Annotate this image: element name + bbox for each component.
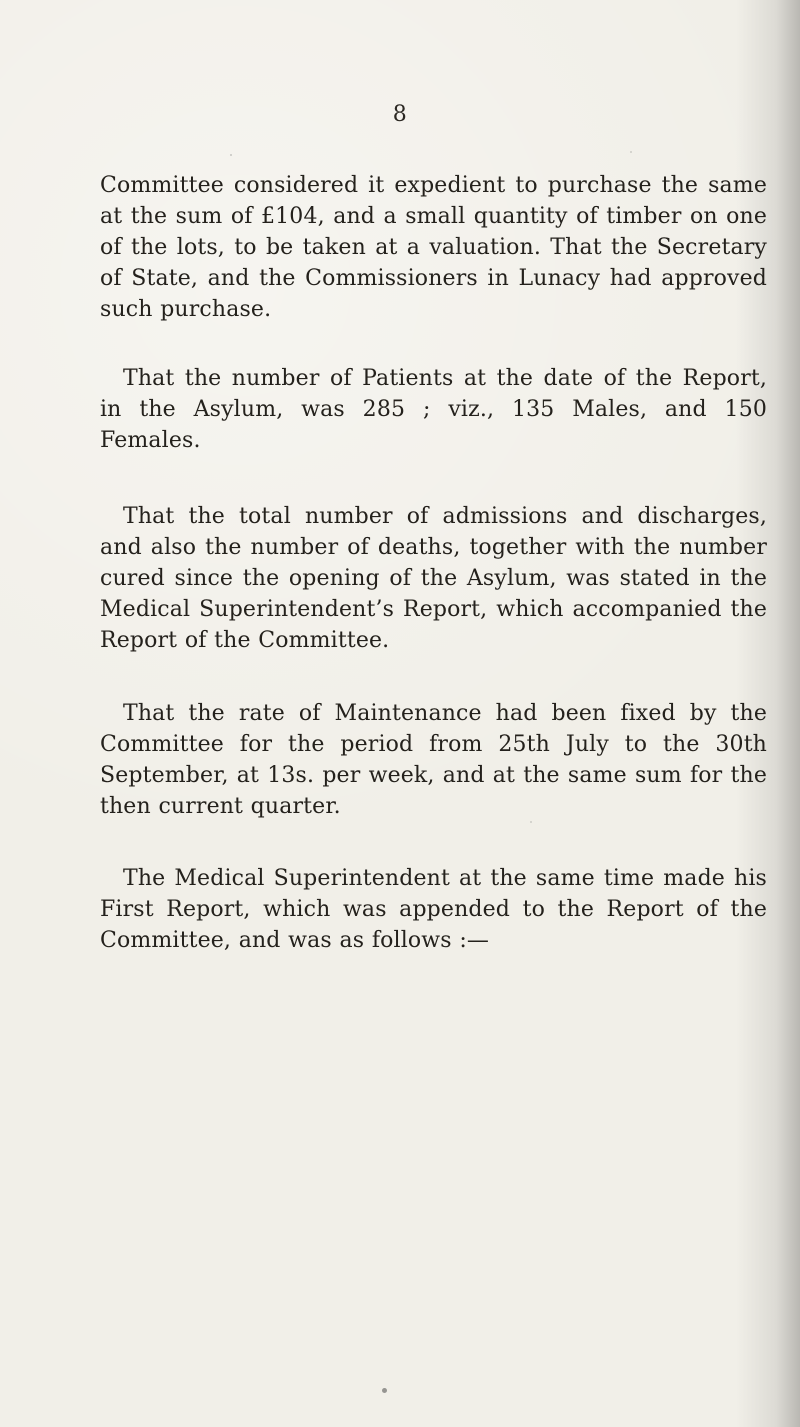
paper-speck (630, 151, 632, 153)
paragraph-medical-report: The Medical Superintendent at the same time made his First Report, which was appended to the Report of the Committee, and was as follows :— (100, 866, 767, 953)
paragraph-patient-count: That the number of Patients at the date of the Report, in the Asylum, was 285 ; viz., 135 Males, and 150 Females. (100, 366, 767, 453)
paper-speck (230, 154, 232, 156)
paragraph-maintenance: That the rate of Maintenance had been fixed by the Committee for the period from 25th July to the 30th September, at 13s. per week, and at the same sum for the then current quarter. (100, 701, 767, 819)
ink-speck (382, 1388, 387, 1393)
page-number: 8 (392, 102, 408, 127)
paragraph-purchase: Committee considered it expedient to purchase the same at the sum of £104, and a small quantity of timber on one of the lots, to be taken at a valuation. That the Secretary of State, and the Commissioners in Lunacy had approved such purchase. (100, 173, 767, 322)
paper-speck (530, 821, 532, 823)
paragraph-admissions: That the total number of admissions and discharges, and also the number of deaths, together with the number cured since the opening of the Asylum, was stated in the Medical Superintendent’s Report, which accompanied the Report of the Committee. (100, 504, 767, 653)
page-body (100, 170, 767, 956)
